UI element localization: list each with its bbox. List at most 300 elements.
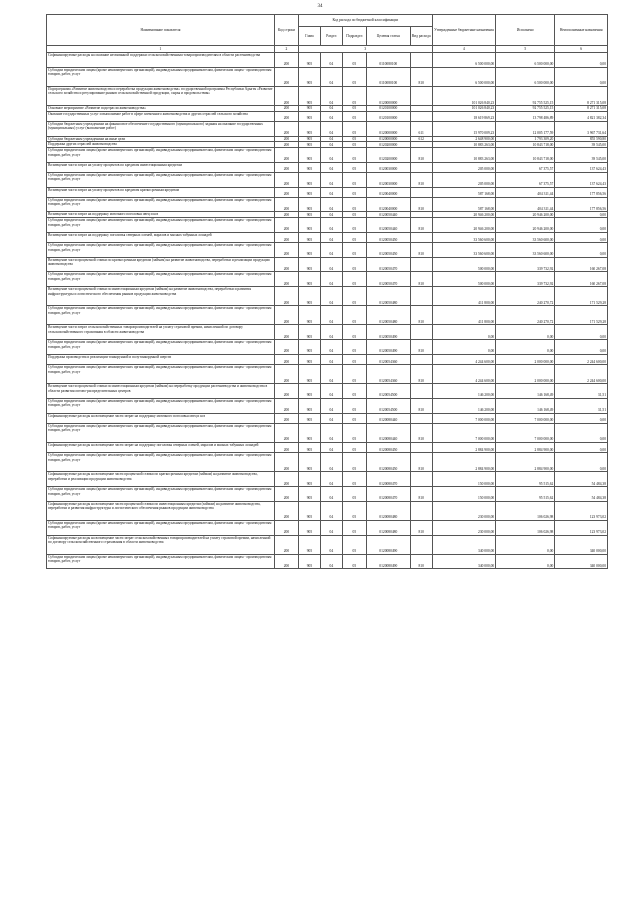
table-row bbox=[47, 111, 608, 121]
row-executed: 6 500 000,00 bbox=[496, 67, 555, 86]
row-remaining: 171 529,28 bbox=[555, 306, 608, 325]
row-razdel: 04 bbox=[320, 106, 342, 112]
row-vid: 810 bbox=[410, 306, 432, 325]
table-row bbox=[47, 354, 608, 364]
row-target: 0120054500 bbox=[366, 398, 410, 413]
row-podrazdel: 05 bbox=[342, 243, 366, 258]
row-executed: 67 375,57 bbox=[496, 172, 555, 187]
row-vid: 810 bbox=[410, 218, 432, 233]
header-target: Целевая статья bbox=[366, 27, 410, 46]
row-target: 0120100000 bbox=[366, 111, 410, 121]
table-row bbox=[47, 365, 608, 384]
row-target: 0120050440 bbox=[366, 212, 410, 218]
row-code: 200 bbox=[274, 325, 298, 340]
row-remaining: 855 590,80 bbox=[555, 136, 608, 142]
row-podrazdel: 05 bbox=[342, 106, 366, 112]
row-razdel: 04 bbox=[320, 218, 342, 233]
row-razdel: 04 bbox=[320, 413, 342, 423]
row-razdel: 04 bbox=[320, 442, 342, 452]
row-executed: 240 270,72 bbox=[496, 306, 555, 325]
row-vid bbox=[410, 472, 432, 487]
row-approved: 33 560 600,00 bbox=[432, 232, 496, 242]
row-name: Субсидии юридическим лицам (кроме некоммерческих организаций), индивидуальным предпринимателям, физическим лицам - производителям товаров, работ, услуг bbox=[47, 340, 275, 355]
row-name: Поддержка производства и реализации тонкорунной и полутонкорунной шерсти bbox=[47, 354, 275, 364]
row-remaining: 54 484,38 bbox=[555, 472, 608, 487]
row-code: 200 bbox=[274, 232, 298, 242]
row-approved: 2 648 900,00 bbox=[432, 136, 496, 142]
row-glava: 905 bbox=[298, 232, 320, 242]
row-name: Софинансируемые расходы на возмещение части затрат сельскохозяйственных товаропроизводителей на уплату страховой премии, начисленной по договору сельскохозяйственного страхования в области животноводства bbox=[47, 535, 275, 554]
row-glava: 905 bbox=[298, 306, 320, 325]
row-remaining: 137 624,43 bbox=[555, 162, 608, 172]
row-name: Субсидии юридическим лицам (кроме некоммерческих организаций), индивидуальным предпринимателям, физическим лицам - производителям товаров, работ, услуг bbox=[47, 148, 275, 163]
row-target: 0110080100 bbox=[366, 67, 410, 86]
row-podrazdel: 05 bbox=[342, 442, 366, 452]
row-name: Возмещение части затрат на поддержку маточного поголовья овец и коз bbox=[47, 212, 275, 218]
row-vid bbox=[410, 384, 432, 399]
row-glava: 905 bbox=[298, 162, 320, 172]
row-approved: 6 500 000,00 bbox=[432, 67, 496, 86]
row-code: 200 bbox=[274, 487, 298, 502]
row-name: Субсидии юридическим лицам (кроме некоммерческих организаций), индивидуальным предпринимателям, физическим лицам - производителям товаров, работ, услуг bbox=[47, 197, 275, 212]
row-code: 200 bbox=[274, 520, 298, 535]
row-podrazdel: 05 bbox=[342, 111, 366, 121]
row-code: 200 bbox=[274, 365, 298, 384]
row-podrazdel: 05 bbox=[342, 453, 366, 472]
row-remaining: 8 271 315,08 bbox=[555, 86, 608, 105]
row-name: Софинансируемые расходы на возмещение части процентной ставки по краткосрочным кредитам (займам) на развитие животноводства, переработки и реализации продукции животноводства bbox=[47, 472, 275, 487]
row-executed: 95 515,62 bbox=[496, 472, 555, 487]
row-approved: 2 884 900,00 bbox=[432, 453, 496, 472]
row-glava: 905 bbox=[298, 67, 320, 86]
header-podrazdel: Подраздел bbox=[342, 27, 366, 46]
row-remaining: 0,00 bbox=[555, 243, 608, 258]
table-row bbox=[47, 121, 608, 136]
row-approved: 7 000 000,00 bbox=[432, 423, 496, 442]
row-vid: 611 bbox=[410, 121, 432, 136]
row-remaining: 8 271 315,08 bbox=[555, 106, 608, 112]
row-podrazdel: 05 bbox=[342, 272, 366, 287]
row-glava: 905 bbox=[298, 423, 320, 442]
row-remaining: 171 529,28 bbox=[555, 287, 608, 306]
row-glava: 905 bbox=[298, 136, 320, 142]
row-remaining: 0,00 bbox=[555, 413, 608, 423]
row-name: Софинансируемые расходы на возмещение части затрат на поддержку маточного поголовья овец и коз bbox=[47, 413, 275, 423]
column-number: 5 bbox=[496, 46, 555, 53]
row-executed: 10 843 718,00 bbox=[496, 148, 555, 163]
row-name: Субсидии юридическим лицам (кроме некоммерческих организаций), индивидуальным предпринимателям, физическим лицам - производителям товаров, работ, услуг bbox=[47, 172, 275, 187]
row-name: Софинансируемые расходы на возмещение части процентной ставки по инвестиционным кредитам (займам) на развитие животноводства, переработки и развития инфраструктуры и логистического обеспечения рынков продукции животноводства bbox=[47, 501, 275, 520]
row-glava: 905 bbox=[298, 487, 320, 502]
row-code: 200 bbox=[274, 86, 298, 105]
row-glava: 905 bbox=[298, 501, 320, 520]
row-glava: 905 bbox=[298, 121, 320, 136]
row-remaining: 160 267,08 bbox=[555, 257, 608, 272]
row-razdel: 04 bbox=[320, 340, 342, 355]
row-executed: 2 884 900,00 bbox=[496, 442, 555, 452]
row-executed: 240 270,72 bbox=[496, 287, 555, 306]
row-razdel: 04 bbox=[320, 111, 342, 121]
row-code: 200 bbox=[274, 257, 298, 272]
row-target: 0120000000 bbox=[366, 121, 410, 136]
table-row bbox=[47, 306, 608, 325]
row-code: 200 bbox=[274, 172, 298, 187]
row-razdel: 04 bbox=[320, 520, 342, 535]
row-razdel: 04 bbox=[320, 325, 342, 340]
row-razdel: 04 bbox=[320, 272, 342, 287]
row-vid bbox=[410, 287, 432, 306]
row-razdel: 04 bbox=[320, 287, 342, 306]
row-podrazdel: 05 bbox=[342, 423, 366, 442]
row-podrazdel: 05 bbox=[342, 554, 366, 569]
row-approved: 230 000,00 bbox=[432, 501, 496, 520]
row-code: 200 bbox=[274, 413, 298, 423]
row-razdel: 04 bbox=[320, 535, 342, 554]
row-razdel: 04 bbox=[320, 306, 342, 325]
row-executed: 1 793 309,20 bbox=[496, 136, 555, 142]
table-row bbox=[47, 453, 608, 472]
row-target: 0120100000 bbox=[366, 106, 410, 112]
row-glava: 905 bbox=[298, 384, 320, 399]
row-approved: 101 026 840,23 bbox=[432, 86, 496, 105]
row-podrazdel: 05 bbox=[342, 487, 366, 502]
row-approved: 150 000,00 bbox=[432, 487, 496, 502]
row-glava: 905 bbox=[298, 442, 320, 452]
row-podrazdel: 05 bbox=[342, 218, 366, 233]
row-code: 200 bbox=[274, 442, 298, 452]
row-remaining: 160 267,08 bbox=[555, 272, 608, 287]
row-name: Подпрограмма «Развитие животноводства и переработка продукции животноводства» государственной программы Республики Адыгея «Развитие сельского хозяйства и регулирование рынков сельскохозяйственной продукции, сырья и продовольствия» bbox=[47, 86, 275, 105]
row-executed: 92 755 525,15 bbox=[496, 86, 555, 105]
row-target: 0120050450 bbox=[366, 243, 410, 258]
row-approved: 411 800,00 bbox=[432, 287, 496, 306]
row-name: Возмещение части затрат на поддержку поголовья северных оленей, маралов и мясных табунных лошадей bbox=[47, 232, 275, 242]
row-target: 0120030000 bbox=[366, 172, 410, 187]
row-target: 0120000000 bbox=[366, 86, 410, 105]
table-row bbox=[47, 257, 608, 272]
row-podrazdel: 05 bbox=[342, 53, 366, 68]
row-code: 200 bbox=[274, 306, 298, 325]
row-glava: 905 bbox=[298, 218, 320, 233]
row-name: Субсидии юридическим лицам (кроме некоммерческих организаций), индивидуальным предпринимателям, физическим лицам - производителям товаров, работ, услуг bbox=[47, 306, 275, 325]
row-vid: 810 bbox=[410, 520, 432, 535]
header-remaining: Неисполненные назначения bbox=[555, 15, 608, 46]
row-executed: 404 311,44 bbox=[496, 197, 555, 212]
row-podrazdel: 05 bbox=[342, 520, 366, 535]
row-name: Возмещение части процентной ставки по краткосрочным кредитам (займам) на развитие животноводства, переработки и реализации продукции животноводства bbox=[47, 257, 275, 272]
row-approved: 15 970 009,23 bbox=[432, 121, 496, 136]
row-approved: 340 000,00 bbox=[432, 535, 496, 554]
row-remaining: 31,51 bbox=[555, 398, 608, 413]
row-vid: 810 bbox=[410, 487, 432, 502]
row-glava: 905 bbox=[298, 365, 320, 384]
table-row bbox=[47, 413, 608, 423]
row-remaining: 0,00 bbox=[555, 442, 608, 452]
row-glava: 905 bbox=[298, 197, 320, 212]
row-podrazdel: 05 bbox=[342, 142, 366, 148]
row-remaining: 177 856,56 bbox=[555, 187, 608, 197]
row-target: 0120080440 bbox=[366, 413, 410, 423]
row-razdel: 04 bbox=[320, 501, 342, 520]
row-executed: 339 732,92 bbox=[496, 257, 555, 272]
row-remaining: 39 545,00 bbox=[555, 148, 608, 163]
row-razdel: 04 bbox=[320, 554, 342, 569]
row-razdel: 04 bbox=[320, 162, 342, 172]
row-remaining: 2 244 600,00 bbox=[555, 354, 608, 364]
row-vid: 810 bbox=[410, 148, 432, 163]
row-executed: 7 000 000,00 bbox=[496, 413, 555, 423]
row-vid bbox=[410, 413, 432, 423]
row-code: 200 bbox=[274, 340, 298, 355]
row-code: 200 bbox=[274, 136, 298, 142]
row-executed: 95 515,62 bbox=[496, 487, 555, 502]
row-executed: 0,00 bbox=[496, 340, 555, 355]
row-target: 0120050480 bbox=[366, 306, 410, 325]
row-target: 0120050440 bbox=[366, 218, 410, 233]
row-podrazdel: 05 bbox=[342, 398, 366, 413]
row-podrazdel: 05 bbox=[342, 354, 366, 364]
header-name: Наименование показателя bbox=[47, 15, 275, 46]
row-glava: 905 bbox=[298, 257, 320, 272]
row-approved: 411 800,00 bbox=[432, 306, 496, 325]
row-glava: 905 bbox=[298, 243, 320, 258]
row-code: 200 bbox=[274, 535, 298, 554]
row-executed: 106 026,98 bbox=[496, 520, 555, 535]
row-name: Возмещение части затрат сельскохозяйственных товаропроизводителей на уплату страховой премии, начисленной по договору сельскохозяйственного страхования в области животноводства bbox=[47, 325, 275, 340]
row-vid bbox=[410, 53, 432, 68]
row-razdel: 04 bbox=[320, 187, 342, 197]
row-executed: 339 732,92 bbox=[496, 272, 555, 287]
row-approved: 4 244 600,00 bbox=[432, 365, 496, 384]
row-name: Возмещение части затрат на уплату процентов по кредитам инвестиционным кредитам bbox=[47, 162, 275, 172]
row-approved: 0,00 bbox=[432, 325, 496, 340]
row-podrazdel: 05 bbox=[342, 187, 366, 197]
row-remaining: 0,00 bbox=[555, 212, 608, 218]
row-target: 0120050470 bbox=[366, 257, 410, 272]
row-name: Оказание государственных услуг и выполнение работ в сфере племенного животноводства и других отраслей сельского хозяйства bbox=[47, 111, 275, 121]
row-glava: 905 bbox=[298, 325, 320, 340]
row-razdel: 04 bbox=[320, 384, 342, 399]
row-code: 200 bbox=[274, 111, 298, 121]
row-glava: 905 bbox=[298, 187, 320, 197]
row-glava: 905 bbox=[298, 535, 320, 554]
row-executed: 106 026,98 bbox=[496, 501, 555, 520]
budget-table bbox=[46, 14, 608, 569]
row-vid bbox=[410, 325, 432, 340]
row-razdel: 04 bbox=[320, 354, 342, 364]
row-remaining: 31,51 bbox=[555, 384, 608, 399]
row-glava: 905 bbox=[298, 520, 320, 535]
row-target: 0120050490 bbox=[366, 340, 410, 355]
row-glava: 905 bbox=[298, 472, 320, 487]
row-remaining: 177 856,56 bbox=[555, 197, 608, 212]
row-podrazdel: 05 bbox=[342, 121, 366, 136]
row-code: 200 bbox=[274, 272, 298, 287]
table-row bbox=[47, 187, 608, 197]
row-vid bbox=[410, 86, 432, 105]
row-name: Софинансируемые расходы на возмещение части затрат на поддержку поголовья северных оленей, маралов и мясных табунных лошадей bbox=[47, 442, 275, 452]
row-approved: 146 200,00 bbox=[432, 384, 496, 399]
row-executed: 20 946 200,00 bbox=[496, 218, 555, 233]
row-executed: 13 798 486,89 bbox=[496, 111, 555, 121]
row-podrazdel: 05 bbox=[342, 86, 366, 105]
row-target: 0120050470 bbox=[366, 272, 410, 287]
row-approved: 4 244 600,00 bbox=[432, 354, 496, 364]
row-executed: 6 500 000,00 bbox=[496, 53, 555, 68]
row-name: Субсидии юридическим лицам (кроме некоммерческих организаций), индивидуальным предпринимателям, физическим лицам - производителям товаров, работ, услуг bbox=[47, 218, 275, 233]
row-remaining: 0,00 bbox=[555, 453, 608, 472]
row-vid: 810 bbox=[410, 197, 432, 212]
row-name: Основное мероприятие «Развитие подотрасли животноводства» bbox=[47, 106, 275, 112]
row-approved: 500 000,00 bbox=[432, 257, 496, 272]
row-glava: 905 bbox=[298, 148, 320, 163]
row-approved: 7 000 000,00 bbox=[432, 413, 496, 423]
row-executed: 92 755 525,15 bbox=[496, 106, 555, 112]
row-razdel: 04 bbox=[320, 121, 342, 136]
row-podrazdel: 05 bbox=[342, 162, 366, 172]
table-row bbox=[47, 442, 608, 452]
row-name: Субсидии юридическим лицам (кроме некоммерческих организаций), индивидуальным предпринимателям, физическим лицам - производителям товаров, работ, услуг bbox=[47, 272, 275, 287]
row-remaining: 2 244 600,00 bbox=[555, 365, 608, 384]
table-row bbox=[47, 472, 608, 487]
row-remaining: 340 000,00 bbox=[555, 535, 608, 554]
row-vid bbox=[410, 501, 432, 520]
row-podrazdel: 05 bbox=[342, 535, 366, 554]
row-remaining: 0,00 bbox=[555, 340, 608, 355]
row-target: 0120080470 bbox=[366, 487, 410, 502]
row-executed: 0,00 bbox=[496, 554, 555, 569]
row-approved: 146 200,00 bbox=[432, 398, 496, 413]
row-name: Субсидии юридическим лицам (кроме некоммерческих организаций), индивидуальным предпринимателям, физическим лицам - производителям товаров, работ, услуг bbox=[47, 67, 275, 86]
row-podrazdel: 05 bbox=[342, 413, 366, 423]
row-glava: 905 bbox=[298, 340, 320, 355]
table-row bbox=[47, 232, 608, 242]
row-approved: 33 560 600,00 bbox=[432, 243, 496, 258]
row-target: 0120080490 bbox=[366, 535, 410, 554]
row-code: 200 bbox=[274, 501, 298, 520]
table-row bbox=[47, 67, 608, 86]
row-podrazdel: 05 bbox=[342, 257, 366, 272]
row-vid bbox=[410, 187, 432, 197]
row-glava: 905 bbox=[298, 111, 320, 121]
row-glava: 905 bbox=[298, 212, 320, 218]
row-code: 200 bbox=[274, 354, 298, 364]
row-podrazdel: 05 bbox=[342, 340, 366, 355]
table-row bbox=[47, 172, 608, 187]
row-code: 200 bbox=[274, 148, 298, 163]
row-name: Субсидии бюджетным учреждениям на финансовое обеспечение государственного (муниципального) задания на оказание государственных (муниципальных) услуг (выполнение работ) bbox=[47, 121, 275, 136]
row-approved: 587 168,00 bbox=[432, 197, 496, 212]
row-vid bbox=[410, 257, 432, 272]
row-target: 0120000000 bbox=[366, 136, 410, 142]
row-target: 0120200000 bbox=[366, 142, 410, 148]
row-glava: 905 bbox=[298, 287, 320, 306]
row-podrazdel: 05 bbox=[342, 172, 366, 187]
row-podrazdel: 05 bbox=[342, 197, 366, 212]
row-name: Возмещение части процентной ставки по инвестиционным кредитам (займам) на развитие животноводства, переработки и развития инфраструктуры и логистического обеспечения рынков продукции животноводства bbox=[47, 287, 275, 306]
row-code: 200 bbox=[274, 453, 298, 472]
row-vid bbox=[410, 232, 432, 242]
row-vid: 810 bbox=[410, 398, 432, 413]
table-row bbox=[47, 487, 608, 502]
row-name: Возмещение части процентной ставки по инвестиционным кредитам (займам) на переработку продукции растениеводства и животноводства в области развития оптово-распределительных центров bbox=[47, 384, 275, 399]
row-vid bbox=[410, 354, 432, 364]
row-glava: 905 bbox=[298, 106, 320, 112]
row-code: 200 bbox=[274, 121, 298, 136]
row-remaining: 340 000,00 bbox=[555, 554, 608, 569]
row-podrazdel: 05 bbox=[342, 365, 366, 384]
row-code: 200 bbox=[274, 423, 298, 442]
row-name: Поддержка других отраслей животноводства bbox=[47, 142, 275, 148]
row-executed: 146 168,49 bbox=[496, 384, 555, 399]
header-classification: Код расхода по бюджетной классификации bbox=[298, 15, 432, 27]
row-glava: 905 bbox=[298, 354, 320, 364]
header-vid: Вид расхода bbox=[410, 27, 432, 46]
row-approved: 500 000,00 bbox=[432, 272, 496, 287]
row-approved: 20 946 200,00 bbox=[432, 218, 496, 233]
row-approved: 205 000,00 bbox=[432, 172, 496, 187]
row-target: 0120050450 bbox=[366, 232, 410, 242]
table-row bbox=[47, 53, 608, 68]
row-podrazdel: 05 bbox=[342, 212, 366, 218]
row-remaining: 123 973,02 bbox=[555, 501, 608, 520]
table-row bbox=[47, 197, 608, 212]
row-glava: 905 bbox=[298, 272, 320, 287]
row-executed: 33 560 600,00 bbox=[496, 232, 555, 242]
header-code: Код строки bbox=[274, 15, 298, 46]
row-glava: 905 bbox=[298, 453, 320, 472]
row-approved: 205 000,00 bbox=[432, 162, 496, 172]
table-row bbox=[47, 162, 608, 172]
row-executed: 404 311,44 bbox=[496, 187, 555, 197]
table-row bbox=[47, 554, 608, 569]
table-row bbox=[47, 520, 608, 535]
row-code: 200 bbox=[274, 197, 298, 212]
row-approved: 6 500 000,00 bbox=[432, 53, 496, 68]
row-podrazdel: 05 bbox=[342, 287, 366, 306]
row-executed: 33 560 600,00 bbox=[496, 243, 555, 258]
row-glava: 905 bbox=[298, 413, 320, 423]
row-remaining: 0,00 bbox=[555, 218, 608, 233]
row-target: 0120030000 bbox=[366, 162, 410, 172]
row-target: 0120054500 bbox=[366, 384, 410, 399]
row-approved: 101 026 840,23 bbox=[432, 106, 496, 112]
row-approved: 2 884 900,00 bbox=[432, 442, 496, 452]
row-approved: 150 000,00 bbox=[432, 472, 496, 487]
table-row bbox=[47, 340, 608, 355]
header-razdel: Раздел bbox=[320, 27, 342, 46]
row-podrazdel: 05 bbox=[342, 232, 366, 242]
row-code: 200 bbox=[274, 162, 298, 172]
page-number: 34 bbox=[317, 4, 323, 9]
row-remaining: 3 967 731,64 bbox=[555, 121, 608, 136]
row-code: 200 bbox=[274, 384, 298, 399]
row-podrazdel: 05 bbox=[342, 325, 366, 340]
row-glava: 905 bbox=[298, 142, 320, 148]
row-vid: 810 bbox=[410, 172, 432, 187]
row-remaining: 0,00 bbox=[555, 325, 608, 340]
row-code: 200 bbox=[274, 472, 298, 487]
table-row bbox=[47, 148, 608, 163]
column-number: 4 bbox=[432, 46, 496, 53]
row-vid: 810 bbox=[410, 67, 432, 86]
row-code: 200 bbox=[274, 398, 298, 413]
row-razdel: 04 bbox=[320, 148, 342, 163]
row-razdel: 04 bbox=[320, 212, 342, 218]
row-podrazdel: 05 bbox=[342, 136, 366, 142]
row-glava: 905 bbox=[298, 398, 320, 413]
row-target: 0120080480 bbox=[366, 501, 410, 520]
